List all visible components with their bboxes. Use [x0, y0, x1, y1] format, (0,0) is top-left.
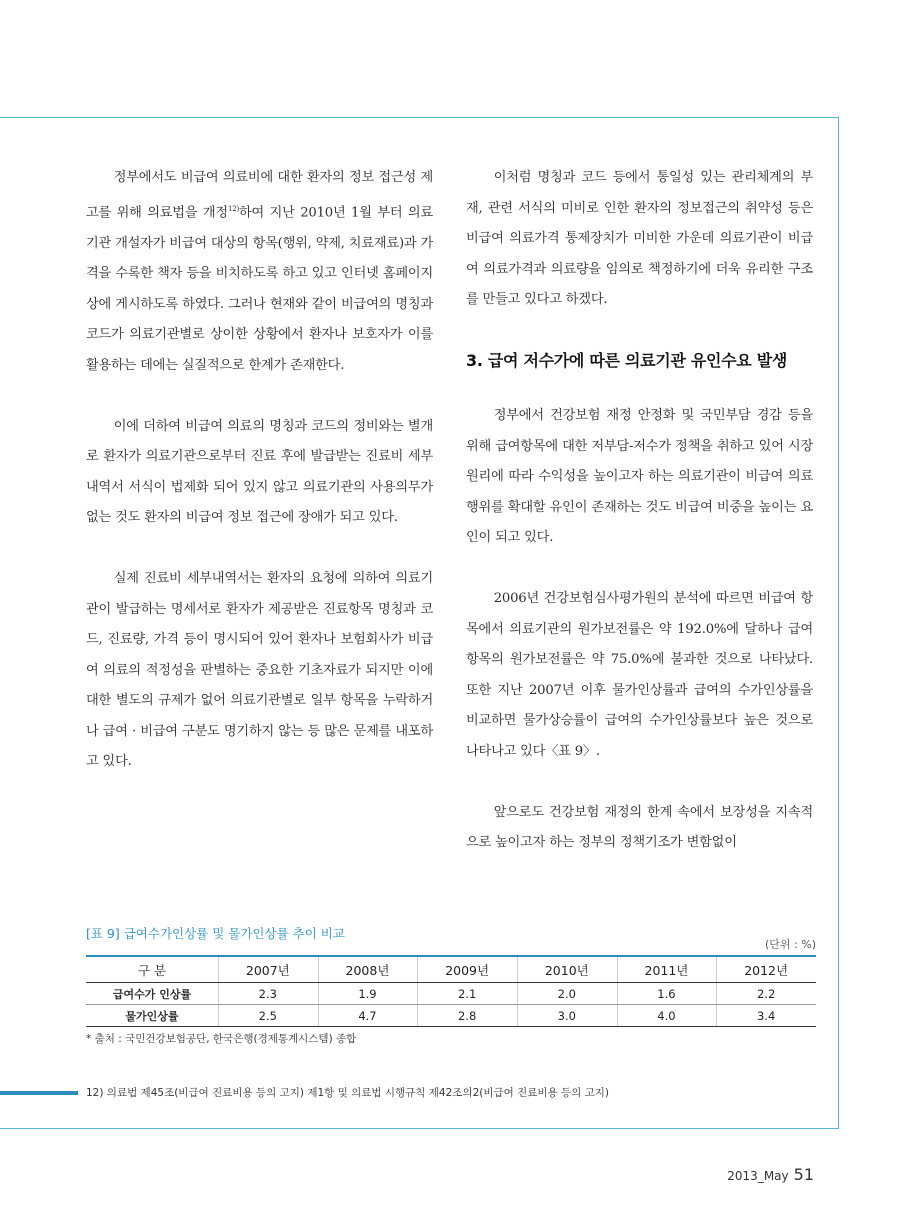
right-paragraph-1: 이처럼 명칭과 코드 등에서 통일성 있는 관리체계의 부재, 관련 서식의 미비로 인한 환자의 정보접근의 취약성 등은 비급여 의료가격 통제장치가 미비한 가운데 의료기관이 비급여 의료가격과 의료량을 임의로 책정하기에 더욱 유리한 구조를 만들고 있다고 하겠다. [466, 170, 813, 308]
header-cell: 2007년 [218, 956, 318, 983]
page-number: 51 [793, 1165, 814, 1184]
table-unit: (단위 : %) [765, 938, 816, 951]
left-paragraph-1: 정부에서도 비급여 의료비에 대한 환자의 정보 접근성 제고를 위해 의료법을 개정$^{12)}$하여 지난 2010년 1월 부터 의료기관 개설자가 비급여 대상의 항목(행위, 약제, 치료재료)과 가격을 수록한 책자 등을 비치하도록 하고 있고 인터넷 홈페이지 상에 게시하도록 하였다. 그러나 현재와 같이 비급여의 명칭과 코드가 의료기관별로 상이한 상황에서 환자나 보호자가 이를 활용하는 데에는 실질적으로 한계가 존재한다. [86, 170, 433, 373]
table-cell: 2.1 [417, 983, 517, 1005]
right-paragraph-4: 앞으로도 건강보험 재정의 한계 속에서 보장성을 지속적으로 높이고자 하는 정부의 정책기조가 변함없이 [466, 804, 813, 851]
page-footer [727, 1165, 814, 1184]
header-cell: 2012년 [716, 956, 816, 983]
footnote-accent-bar [0, 1091, 78, 1095]
table-cell: 2.5 [218, 1005, 318, 1027]
table-row [86, 983, 816, 1005]
issue-label: 2013_May [727, 1169, 789, 1183]
right-paragraph-3: 2006년 건강보험심사평가원의 분석에 따르면 비급여 항목에서 의료기관의 원가보전률은 약 192.0%에 달하나 급여항목의 원가보전률은 약 75.0%에 불과한 것으로 나타났다. 또한 지난 2007년 이후 물가인상률과 급여의 수가인상률을 비교하면 물가상승률이 급여의 수가인상률보다 높은 것으로 나타나고 있다〈표 9〉. [466, 590, 813, 759]
header-cell: 2010년 [517, 956, 617, 983]
section-heading: 3. 급여 저수가에 따른 의료기관 유인수요 발생 [466, 350, 788, 370]
table-caption: [표 9] 급여수가인상률 및 물가인상률 추이 비교 [86, 926, 345, 941]
table-cell: 2.8 [417, 1005, 517, 1027]
left-column [86, 163, 433, 778]
table-header-row [86, 956, 816, 983]
table-cell: 4.7 [318, 1005, 418, 1027]
header-cell: 2011년 [617, 956, 717, 983]
table-cell: 2.2 [716, 983, 816, 1005]
row-label: 물가인상률 [86, 1005, 218, 1027]
left-paragraph-3: 실제 진료비 세부내역서는 환자의 요청에 의하여 의료기관이 발급하는 명세서로 환자가 제공받은 진료항목 명칭과 코드, 진료량, 가격 등이 명시되어 있어 환자나 보험회사가 비급여 의료의 적정성을 판별하는 중요한 기초자료가 되지만 이에 대한 별도의 규제가 없어 의료기관별로 일부 항목을 누락하거나 급여 · 비급여 구분도 명기하지 않는 등 많은 문제를 내포하고 있다. [86, 570, 433, 770]
table-cell: 3.4 [716, 1005, 816, 1027]
table-cell: 3.0 [517, 1005, 617, 1027]
footnote: 12) 의료법 제45조(비급여 진료비용 등의 고지) 제1항 및 의료법 시행규칙 제42조의2(비급여 진료비용 등의 고지) [86, 1087, 610, 1099]
header-cell: 2008년 [318, 956, 418, 983]
data-table [86, 955, 816, 1027]
header-cell: 2009년 [417, 956, 517, 983]
table-cell: 4.0 [617, 1005, 717, 1027]
table-cell: 2.0 [517, 983, 617, 1005]
row-label: 급여수가 인상률 [86, 983, 218, 1005]
left-paragraph-2: 이에 더하여 비급여 의료의 명칭과 코드의 정비와는 별개로 환자가 의료기관으로부터 진료 후에 발급받는 진료비 세부내역서 서식이 법제화 되어 있지 않고 의료기관의 사용의무가 없는 것도 환자의 비급여 정보 접근에 장애가 되고 있다. [86, 418, 433, 526]
table-cell: 1.6 [617, 983, 717, 1005]
table-source: * 출처 : 국민건강보험공단, 한국은행(경제통계시스템) 종합 [86, 1033, 357, 1045]
right-paragraph-2: 정부에서 건강보험 재정 안정화 및 국민부담 경감 등을 위해 급여항목에 대한 저부담-저수가 정책을 취하고 있어 시장원리에 따라 수익성을 높이고자 하는 의료기관이 비급여 의료행위를 확대할 유인이 존재하는 것도 비급여 비중을 높이는 요인이 되고 있다. [466, 407, 813, 546]
right-column [466, 163, 813, 859]
table-cell: 1.9 [318, 983, 418, 1005]
footnote-ref[interactable]: 12) [227, 204, 240, 213]
header-cell: 구 분 [86, 956, 218, 983]
table-row [86, 1005, 816, 1027]
table-cell: 2.3 [218, 983, 318, 1005]
